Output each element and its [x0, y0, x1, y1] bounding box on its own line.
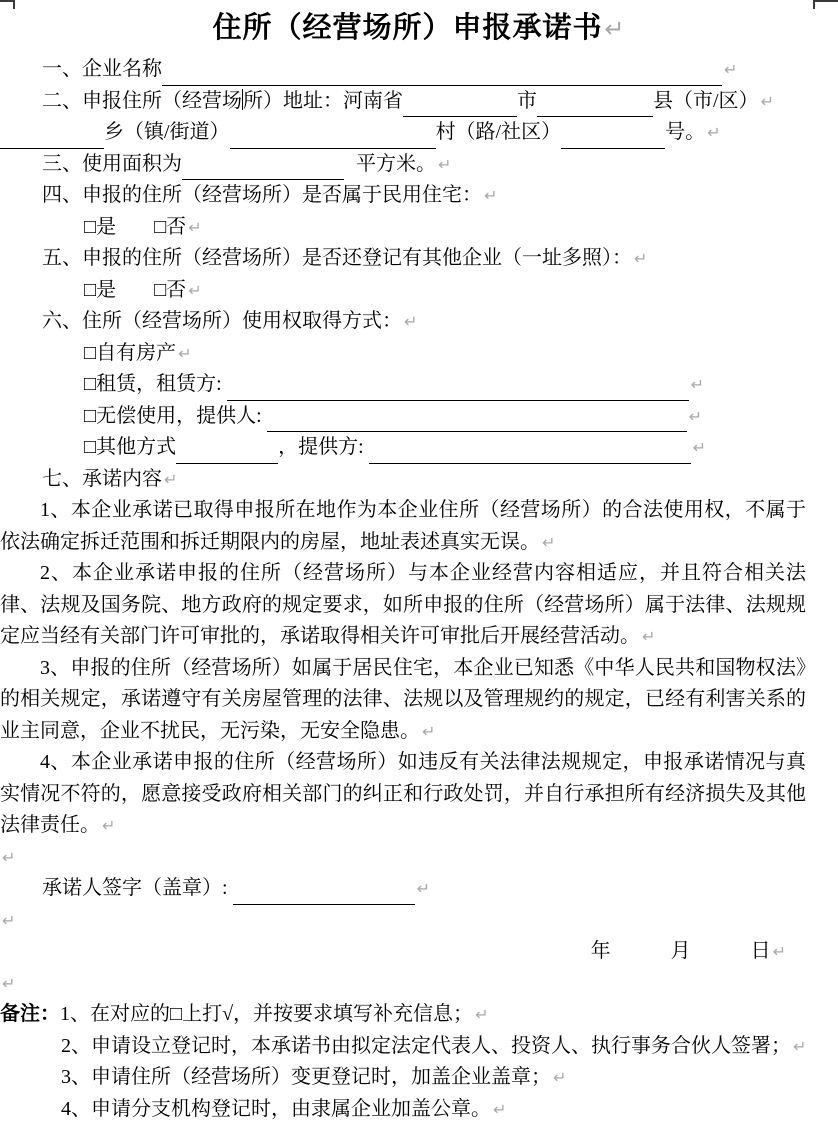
form-item-company-name: [0, 54, 838, 86]
return-mark-icon: ↵: [422, 721, 436, 741]
commitment-text-4: 4、本企业承诺申报的住所（经营场所）如违反有关法律法规规定，申报承诺情况与真实情况不符的，愿意接受政府相关部门的纠正和行政处罚，并自行承担所有经济损失及其他法律责任。: [0, 751, 806, 836]
company-name-label: 一、企业名称: [42, 58, 162, 80]
multi-license-options: [0, 275, 838, 307]
return-mark-icon: ↵: [642, 627, 656, 646]
checkbox-free-use[interactable]: □无偿使用，提供人:: [84, 404, 267, 427]
commitment-text-1: 1、本企业承诺已取得申报所在地作为本企业住所（经营场所）的合法使用权，不属于依法确定拆迁范围和拆迁期限内的房屋，地址表述真实无误。: [0, 499, 806, 553]
blank-county[interactable]: [537, 93, 653, 117]
return-mark-icon: ↵: [188, 280, 202, 300]
empty-paragraph: [0, 905, 838, 937]
county-label: 县（市/区）: [653, 89, 759, 112]
page-corner-mark-top-left: [0, 0, 15, 9]
date-line: [0, 936, 838, 968]
usage-option-other: [0, 432, 838, 464]
blank-provider-party[interactable]: [369, 440, 691, 464]
blank-city[interactable]: [403, 93, 517, 117]
return-mark-icon: ↵: [2, 910, 16, 930]
commitment-paragraph-3: [0, 653, 806, 748]
empty-paragraph: [0, 968, 838, 1000]
note-line-4: [0, 1094, 838, 1126]
form-item-address-line1: [0, 86, 838, 118]
residential-question-label: 四、申报的住所（经营场所）是否属于民用住宅：: [42, 184, 482, 206]
return-mark-icon: ↵: [793, 1036, 807, 1056]
return-mark-icon: ↵: [707, 123, 721, 142]
usage-option-free: [0, 401, 838, 433]
address-label-part1: 二、申报住所（经营场: [42, 89, 242, 112]
checkbox-lease[interactable]: □租赁，租赁方:: [84, 373, 227, 395]
checkbox-residential-no[interactable]: □否: [154, 215, 187, 238]
blank-company-name[interactable]: [162, 62, 722, 86]
checkbox-residential-yes[interactable]: □是: [84, 215, 117, 238]
blank-lessor[interactable]: [227, 377, 689, 401]
area-unit-label: 平方米。: [356, 152, 436, 175]
checkbox-own-property[interactable]: □自有房产: [84, 341, 177, 364]
empty-paragraph: [0, 842, 838, 874]
commitment-text-3: 3、申报的住所（经营场所）如属于居民住宅，本企业已知悉《中华人民共和国物权法》的相关规定，承诺遵守有关房屋管理的法律、法规以及管理规约的规定，已经有利害关系的业主同意，企业不扰民，无污染，无安全隐患。: [0, 656, 806, 742]
form-item-multi-license: [0, 243, 838, 275]
commitment-paragraph-4: [0, 747, 806, 842]
page-title: [0, 3, 838, 54]
house-number-label: 号。: [665, 121, 706, 143]
page-corner-mark-top-right: [813, 0, 838, 9]
note-line-2: [0, 1031, 838, 1063]
date-label: 年 月 日: [590, 940, 771, 962]
return-mark-icon: ↵: [772, 942, 786, 961]
return-mark-icon: ↵: [634, 249, 648, 268]
blank-town[interactable]: [0, 125, 104, 149]
signature-line: [0, 873, 838, 905]
notes-label: 备注：: [0, 1003, 60, 1025]
residential-options: [0, 212, 838, 244]
return-mark-icon: ↵: [416, 879, 430, 898]
return-mark-icon: ↵: [484, 186, 498, 205]
usage-right-label: 六、住所（经营场所）使用权取得方式：: [42, 310, 402, 332]
form-item-usage-right: [0, 306, 838, 338]
other-method-mid-label: ，提供方:: [278, 436, 369, 458]
area-label: 三、使用面积为: [42, 152, 182, 175]
usage-option-own: [0, 338, 838, 370]
return-mark-icon: ↵: [438, 154, 452, 174]
note-text-2: 2、申请设立登记时，本承诺书由拟定法定代表人、投资人、执行事务合伙人签署；: [61, 1034, 791, 1057]
checkbox-multi-license-no[interactable]: □否: [154, 278, 187, 301]
return-mark-icon: ↵: [188, 217, 202, 237]
blank-provider-person[interactable]: [267, 408, 687, 432]
form-item-area: [0, 149, 838, 181]
village-label: 村（路/社区）: [435, 121, 562, 143]
blank-house-number[interactable]: [561, 125, 665, 149]
commitment-paragraph-2: [0, 558, 806, 653]
return-mark-icon: ↵: [475, 1005, 489, 1024]
return-mark-icon: ↵: [604, 15, 626, 43]
return-mark-icon: ↵: [2, 847, 16, 867]
return-mark-icon: ↵: [178, 343, 192, 363]
note-line-1: [0, 999, 838, 1031]
usage-option-rent: [0, 369, 838, 401]
blank-village[interactable]: [230, 125, 436, 149]
form-item-commitments-header: [0, 464, 838, 496]
note-text-4: 4、申请分支机构登记时，由隶属企业加盖公章。: [61, 1097, 491, 1120]
address-label-part2: 所）地址：河南省: [243, 89, 403, 112]
return-mark-icon: ↵: [760, 91, 774, 111]
commitment-text-2: 2、本企业承诺申报的住所（经营场所）与本企业经营内容相适应，并且符合相关法律、法规及国务院、地方政府的规定要求，如所申报的住所（经营场所）属于法律、法规规定应当经有关部门许可审批的，承诺取得相关许可审批后开展经营活动。: [0, 562, 806, 647]
form-item-address-line2: [0, 117, 838, 149]
return-mark-icon: ↵: [724, 60, 738, 79]
return-mark-icon: ↵: [692, 438, 707, 457]
blank-area[interactable]: [182, 156, 344, 180]
commitment-paragraph-1: [0, 495, 806, 558]
note-text-1: 1、在对应的□上打√，并按要求填写补充信息；: [60, 1003, 474, 1025]
note-line-3: [0, 1062, 838, 1094]
form-item-residential: [0, 180, 838, 212]
return-mark-icon: ↵: [2, 973, 16, 993]
city-label: 市: [517, 89, 537, 112]
checkbox-multi-license-yes[interactable]: □是: [84, 278, 117, 301]
checkbox-other-method[interactable]: □其他方式: [84, 436, 177, 458]
return-mark-icon: ↵: [688, 406, 703, 426]
blank-signature[interactable]: [233, 881, 415, 905]
multi-license-question-label: 五、申报的住所（经营场所）是否还登记有其他企业（一址多照）：: [42, 247, 632, 269]
signature-label: 承诺人签字（盖章）:: [42, 877, 233, 899]
return-mark-icon: ↵: [493, 1099, 507, 1119]
note-text-3: 3、申请住所（经营场所）变更登记时，加盖企业盖章；: [61, 1066, 551, 1088]
town-label: 乡（镇/街道）: [104, 121, 230, 143]
return-mark-icon: ↵: [164, 469, 178, 489]
return-mark-icon: ↵: [102, 816, 116, 835]
return-mark-icon: ↵: [404, 312, 418, 331]
commitments-header-label: 七、承诺内容: [42, 467, 162, 490]
return-mark-icon: ↵: [542, 532, 556, 552]
return-mark-icon: ↵: [553, 1068, 567, 1087]
return-mark-icon: ↵: [690, 375, 705, 394]
page-title-text: 住所（经营场所）申报承诺书: [212, 12, 603, 44]
blank-other-method[interactable]: [176, 440, 278, 464]
